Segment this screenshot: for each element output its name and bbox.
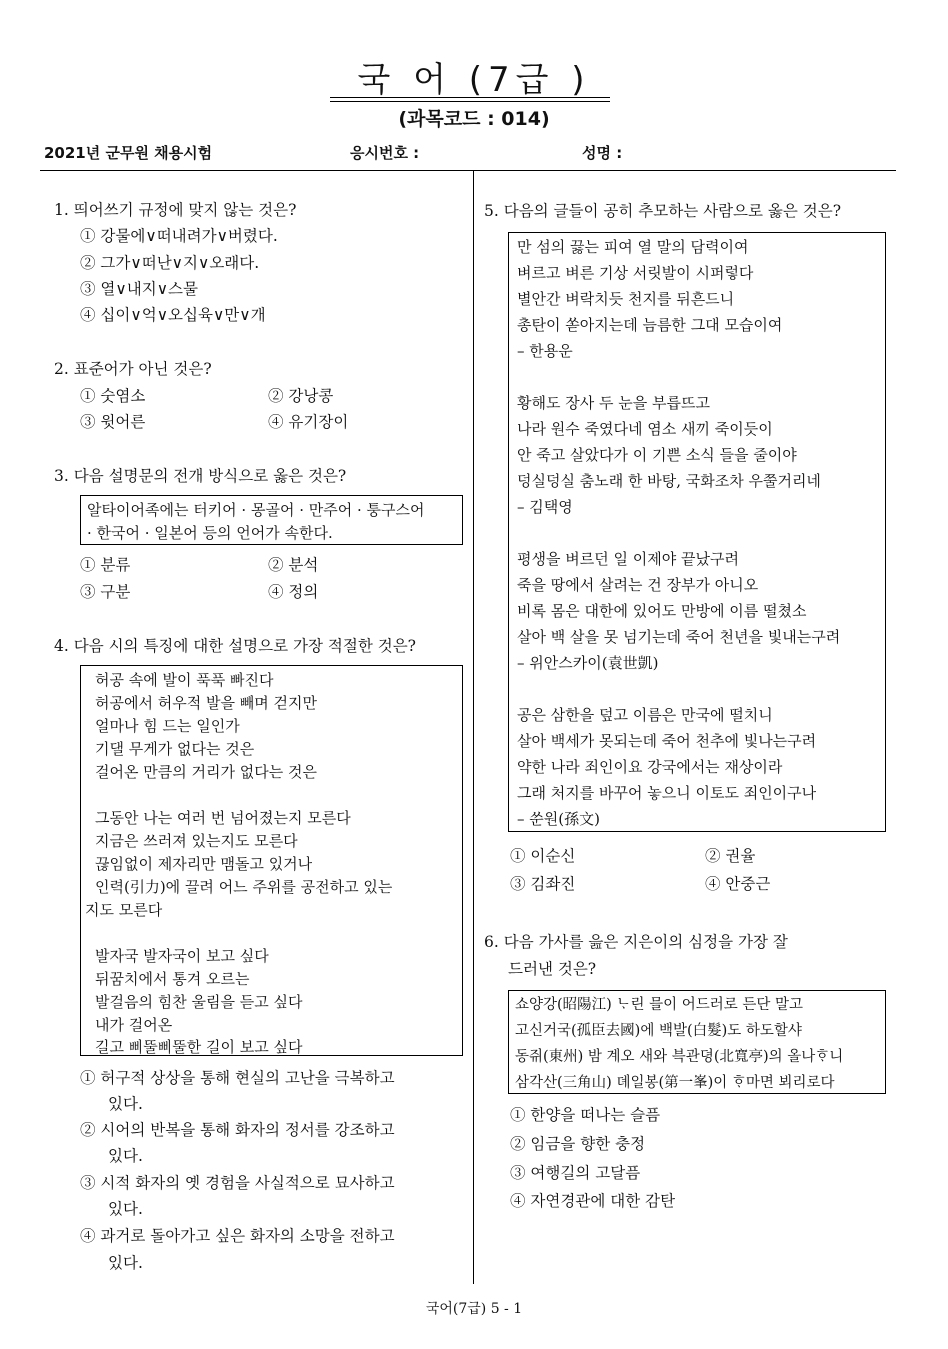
- question-3-stem: 3. 다음 설명문의 전개 방식으로 옳은 것은?: [54, 467, 347, 485]
- question-2-option: ③ 윗어른: [80, 413, 146, 431]
- verse-line: 쇼양강(昭陽江) ᄂᆞ린 믈이 어드러로 든단 말고: [515, 997, 803, 1013]
- question-6-stem: 6. 다음 가사를 읊은 지은이의 심정을 가장 잘: [484, 933, 788, 951]
- question-2-option: ① 숫염소: [80, 387, 146, 405]
- passage-line: 안 죽고 살았다가 이 기쁜 소식 들을 줄이야: [517, 446, 797, 464]
- question-3-option: ④ 정의: [268, 583, 319, 601]
- question-6-stem: 드러낸 것은?: [508, 960, 597, 978]
- question-4-option: ② 시어의 반복을 통해 화자의 정서를 강조하고: [80, 1121, 395, 1139]
- question-5-option: ① 이순신: [510, 847, 576, 865]
- passage-line: 총탄이 쏟아지는데 늠름한 그대 모습이여: [517, 316, 783, 334]
- passage-line: 별안간 벼락치듯 천지를 뒤흔드니: [517, 290, 735, 308]
- poem-line: 길고 삐뚤삐뚤한 길이 보고 싶다: [95, 1038, 303, 1056]
- passage-line: 약한 나라 죄인이요 강국에서는 재상이라: [517, 758, 783, 776]
- passage-line: 벼르고 벼른 기상 서릿발이 시퍼렇다: [517, 264, 754, 282]
- passage-line: 공은 삼한을 덮고 이름은 만국에 떨치니: [517, 706, 773, 724]
- column-divider: [473, 171, 474, 1284]
- question-4-option-continuation: 있다.: [108, 1095, 143, 1113]
- poem-line: 지금은 쓰러져 있는지도 모른다: [95, 832, 298, 850]
- question-1-stem: 1. 띄어쓰기 규정에 맞지 않는 것은?: [54, 201, 297, 219]
- poem-line: 얼마나 힘 드는 일인가: [95, 717, 240, 735]
- poem-line: 인력(引力)에 끌려 어느 주위를 공전하고 있는: [95, 878, 393, 896]
- passage-author: – 위안스카이(袁世凱): [517, 654, 659, 672]
- question-3-option: ① 분류: [80, 556, 131, 574]
- verse-line: 고신거국(孤臣去國)에 백발(白髮)도 하도할샤: [515, 1023, 802, 1039]
- question-4-poem-box: [80, 665, 463, 1056]
- question-6-option: ④ 자연경관에 대한 감탄: [510, 1192, 676, 1210]
- question-4-option: ④ 과거로 돌아가고 싶은 화자의 소망을 전하고: [80, 1227, 395, 1245]
- verse-line: 삼각산(三角山) 뎨일봉(第一峯)이 ᄒᆞ마면 뵈리로다: [515, 1075, 835, 1091]
- poem-line: 뒤꿈치에서 통겨 오르는: [95, 970, 250, 988]
- poem-line: 걸어온 만큼의 거리가 없다는 것은: [95, 763, 317, 781]
- poem-line: 발자국 발자국이 보고 싶다: [95, 947, 269, 965]
- question-1-option: ② 그가∨떠난∨지∨오래다.: [80, 254, 260, 272]
- poem-line: 내가 걸어온: [95, 1016, 173, 1034]
- passage-line: 만 섬의 끓는 피여 열 말의 담력이여: [517, 238, 749, 256]
- passage-author: – 한용운: [517, 342, 573, 360]
- question-4-option: ③ 시적 화자의 옛 경험을 사실적으로 묘사하고: [80, 1174, 395, 1192]
- question-6-verse-box: [508, 990, 886, 1094]
- passage-line: 죽을 땅에서 살려는 건 장부가 아니오: [517, 576, 759, 594]
- passage-line: 알타이어족에는 터키어 · 몽골어 · 만주어 · 퉁구스어: [87, 501, 425, 519]
- question-4-option-continuation: 있다.: [108, 1147, 143, 1165]
- question-3-passage-box: [80, 495, 463, 545]
- passage-author: – 쑨원(孫文): [517, 810, 600, 828]
- passage-line: 덩실덩실 춤노래 한 바탕, 국화조차 우쭐거리네: [517, 472, 821, 490]
- poem-line: 발걸음의 힘찬 울림을 듣고 싶다: [95, 993, 303, 1011]
- exam-name: 2021년 군무원 채용시험: [44, 144, 213, 162]
- question-4-stem: 4. 다음 시의 특징에 대한 설명으로 가장 적절한 것은?: [54, 637, 416, 655]
- applicant-number-label: 응시번호 :: [350, 144, 420, 162]
- question-3-option: ③ 구분: [80, 583, 131, 601]
- question-2-stem: 2. 표준어가 아닌 것은?: [54, 360, 212, 378]
- passage-line: 그래 처지를 바꾸어 놓으니 이토도 죄인이구나: [517, 784, 817, 802]
- poem-line: 끊임없이 제자리만 맴돌고 있거나: [95, 855, 313, 873]
- verse-line: 동ᄌᆔ(東州) 밤 계오 새와 븍관뎡(北寬亭)의 올나ᄒᆞ니: [515, 1049, 844, 1065]
- question-1-option: ① 강물에∨떠내려가∨버렸다.: [80, 227, 278, 245]
- subject-code: (과목코드 : 014): [398, 108, 550, 130]
- name-label: 성명 :: [582, 144, 623, 162]
- title-rule: [330, 101, 610, 102]
- poem-line: 기댈 무게가 없다는 것은: [95, 740, 255, 758]
- passage-line: 나라 원수 죽였다네 염소 새끼 죽이듯이: [517, 420, 773, 438]
- question-5-option: ② 권율: [705, 847, 756, 865]
- passage-author: – 김택영: [517, 498, 573, 516]
- question-4-option: ① 허구적 상상을 통해 현실의 고난을 극복하고: [80, 1069, 395, 1087]
- header-divider: [40, 170, 896, 171]
- question-6-option: ② 임금을 향한 충정: [510, 1135, 646, 1153]
- page-title: 국 어 (7급 ): [357, 60, 591, 100]
- question-1-option: ④ 십이∨억∨오십육∨만∨개: [80, 306, 266, 324]
- question-5-option: ③ 김좌진: [510, 875, 576, 893]
- question-5-stem: 5. 다음의 글들이 공히 추모하는 사람으로 옳은 것은?: [484, 202, 842, 220]
- question-5-passage-box: [508, 232, 886, 832]
- title-rule: [330, 97, 610, 98]
- question-2-option: ② 강낭콩: [268, 387, 334, 405]
- poem-line: 허공에서 허우적 발을 빼며 걷지만: [95, 694, 317, 712]
- poem-line: 그동안 나는 여러 번 넘어졌는지 모른다: [95, 809, 351, 827]
- passage-line: 비록 몸은 대한에 있어도 만방에 이름 떨쳤소: [517, 602, 807, 620]
- passage-line: 황해도 장사 두 눈을 부릅뜨고: [517, 394, 710, 412]
- question-1-option: ③ 열∨내지∨스물: [80, 280, 198, 298]
- question-5-option: ④ 안중근: [705, 875, 771, 893]
- poem-line: 지도 모른다: [85, 901, 163, 919]
- question-4-option-continuation: 있다.: [108, 1200, 143, 1218]
- question-2-option: ④ 유기장이: [268, 413, 349, 431]
- passage-line: 평생을 벼르던 일 이제야 끝났구려: [517, 550, 739, 568]
- question-6-option: ③ 여행길의 고달픔: [510, 1164, 641, 1182]
- question-3-option: ② 분석: [268, 556, 319, 574]
- passage-line: 살아 백세가 못되는데 죽어 천추에 빛나는구려: [517, 732, 817, 750]
- page-footer: 국어(7급) 5 - 1: [425, 1301, 523, 1317]
- passage-line: 살아 백 살을 못 넘기는데 죽어 천년을 빛내는구려: [517, 628, 841, 646]
- passage-line: · 한국어 · 일본어 등의 언어가 속한다.: [87, 524, 333, 542]
- question-6-option: ① 한양을 떠나는 슬픔: [510, 1106, 661, 1124]
- poem-line: 허공 속에 발이 푹푹 빠진다: [95, 671, 274, 689]
- question-4-option-continuation: 있다.: [108, 1254, 143, 1272]
